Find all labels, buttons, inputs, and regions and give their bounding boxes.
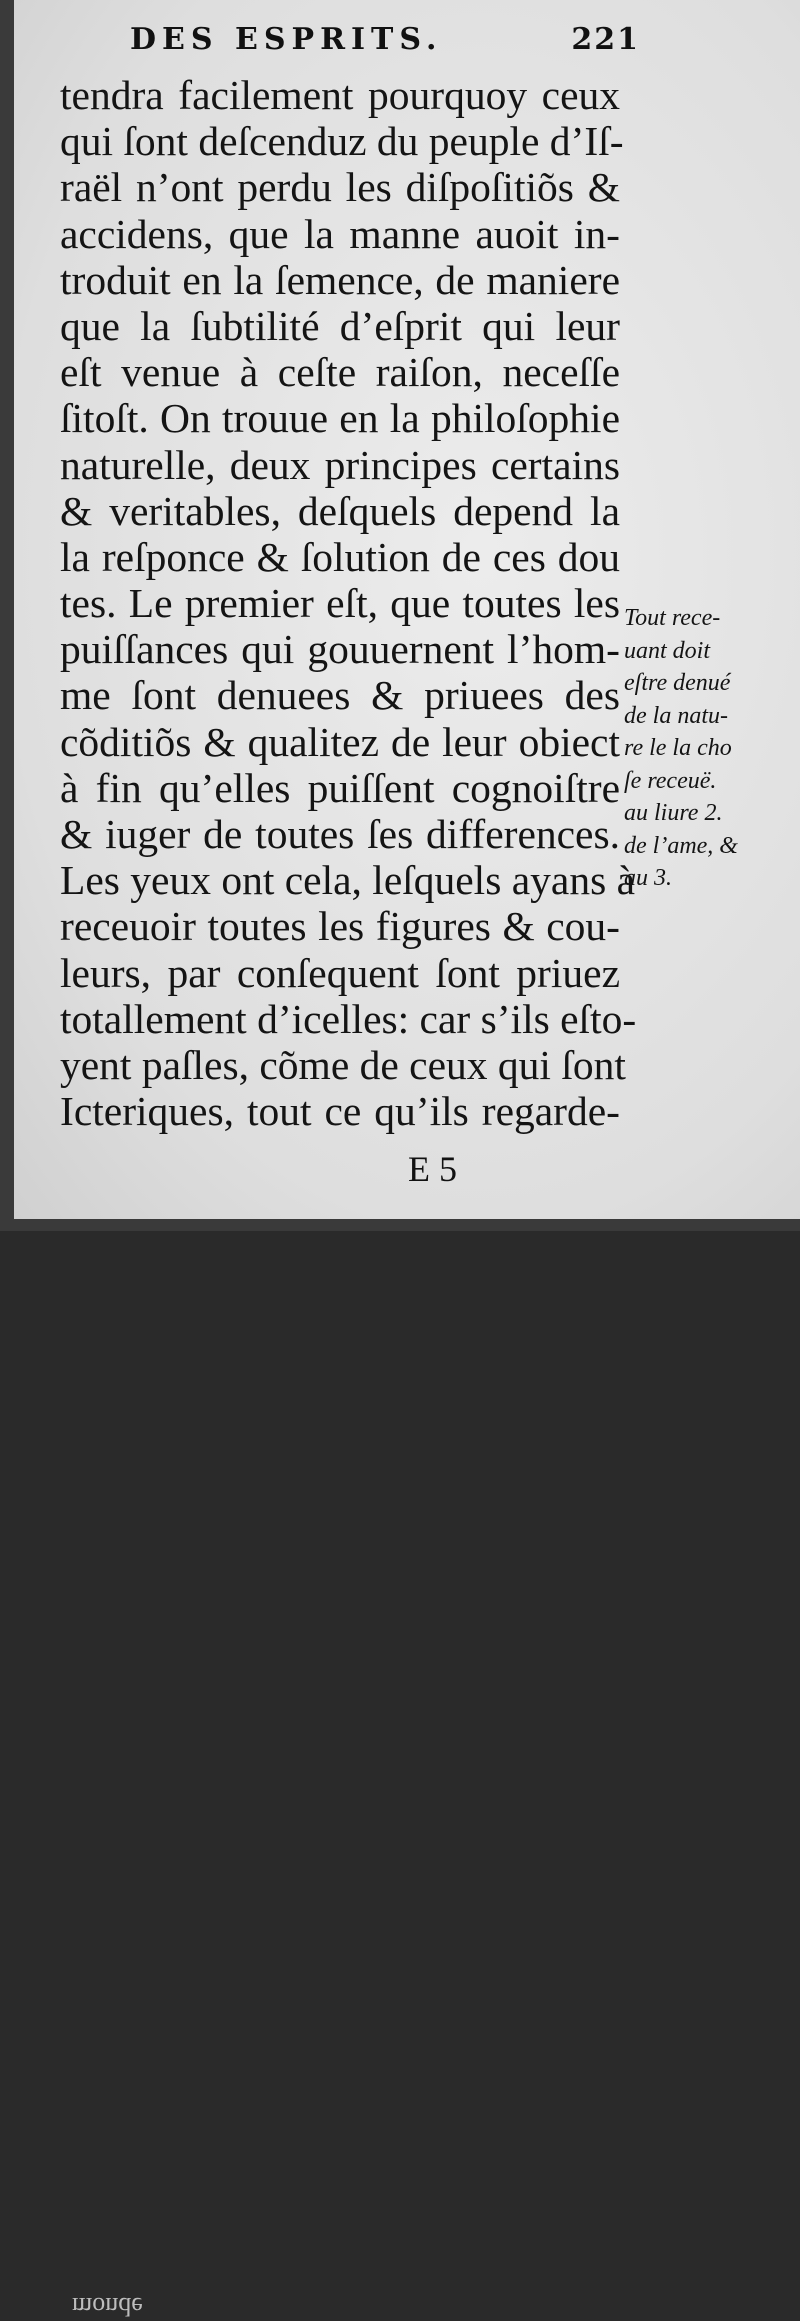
page-footer: [0, 1148, 800, 2321]
body-line: la reſponce & ſolution de ces dou: [60, 533, 620, 580]
body-line: tes. Le premier eſt, que toutes les: [60, 580, 620, 627]
margin-note: [624, 602, 774, 895]
body-line: qui ſont deſcenduz du peuple d’Iſ-: [60, 118, 624, 165]
body-line: totallement d’icelles: car s’ils eſto-: [60, 995, 637, 1042]
margin-note-line: ſe receuë.: [624, 767, 717, 794]
margin-note-line: uant doit: [624, 637, 711, 664]
running-header: [130, 22, 640, 62]
margin-note-line: de l’ame, &: [624, 832, 738, 859]
body-line: Les yeux ont cela, leſquels ayans à: [60, 857, 636, 904]
body-line: Icteriques, tout ce qu’ils regarde-: [60, 1088, 620, 1135]
body-line: & veritables, deſquels depend la: [60, 487, 620, 534]
show-through-text: monde: [72, 2292, 143, 2321]
body-line: me ſont denuees & priuees des: [60, 672, 620, 719]
body-line: à fin qu’elles puiſſent cognoiſtre: [60, 764, 620, 811]
body-line: accidens, que la manne auoit in-: [60, 210, 620, 257]
margin-note-line: re le la cho: [624, 735, 732, 761]
body-line: yent paſles, cõme de ceux qui ſont: [60, 1041, 626, 1088]
body-line: receuoir toutes les figures & cou-: [60, 903, 620, 950]
body-line: cõditiõs & qualitez de leur obiect: [60, 718, 620, 765]
running-title: DES ESPRITS.: [130, 22, 443, 57]
margin-note-line: de la natu-: [624, 702, 728, 729]
body-line: raël n’ont perdu les diſpoſitiõs &: [60, 164, 620, 211]
body-line: troduit en la ſemence, de maniere: [60, 256, 620, 303]
body-text: [60, 72, 637, 1135]
body-line: naturelle, deux principes certains: [60, 441, 620, 488]
margin-note-line: Tout rece-: [624, 605, 721, 631]
margin-note-line: au 3.: [624, 865, 672, 891]
body-line: que la ſubtilité d’eſprit qui leur: [60, 302, 620, 349]
body-line: ſitoſt. On trouue en la philoſophie: [60, 395, 620, 442]
body-line: tendra facilement pourquoy ceux: [60, 72, 620, 118]
signature-mark: E 5: [408, 1149, 457, 1189]
body-line: eſt venue à ceſte raiſon, neceſſe: [60, 349, 620, 396]
page-edge-left: [0, 0, 14, 1231]
margin-note-line: eſtre denué: [624, 670, 731, 696]
page-edge-bottom: [0, 1219, 800, 1231]
body-line: & iuger de toutes ſes differences.: [60, 811, 620, 857]
body-line: puiſſances qui gouuernent l’hom-: [60, 626, 620, 673]
body-line: leurs, par conſequent ſont priuez: [60, 949, 620, 996]
margin-note-line: au liure 2.: [624, 800, 723, 826]
page-number: 221: [571, 22, 640, 57]
